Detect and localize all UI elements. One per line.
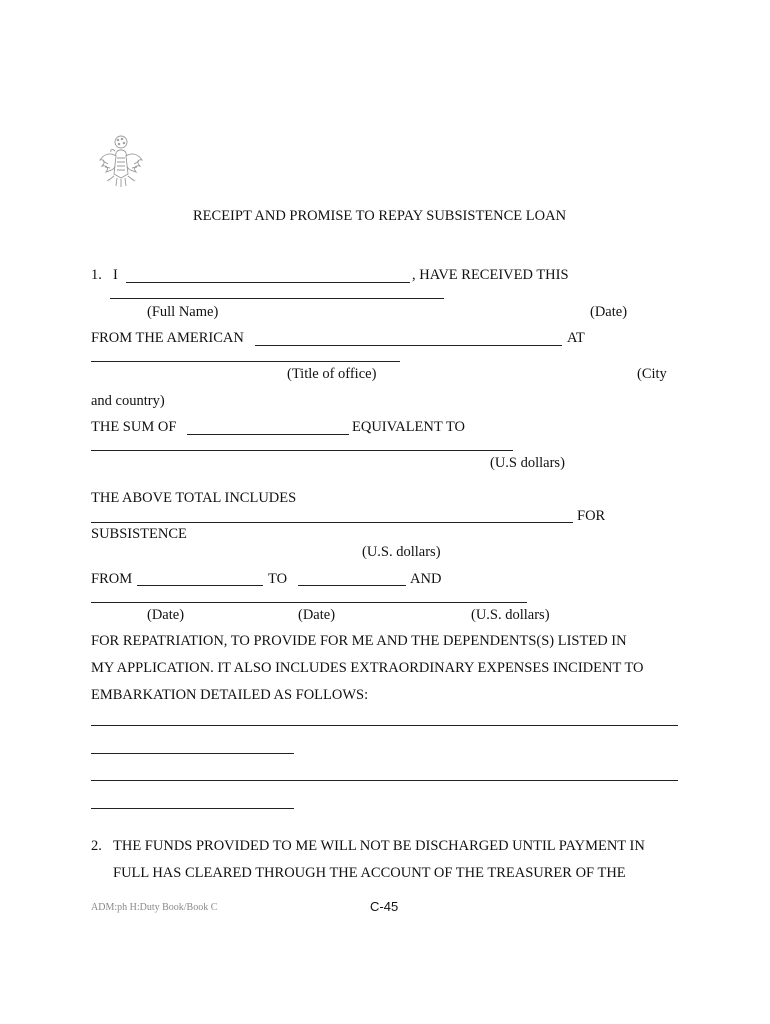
from-label: FROM: [91, 571, 133, 587]
at-label: AT: [567, 330, 585, 346]
subsistence-label: SUBSISTENCE: [91, 526, 187, 542]
title-of-office-caption: (Title of office): [287, 366, 377, 382]
us-dollars-field[interactable]: [91, 450, 513, 451]
country-caption: and country): [91, 393, 165, 409]
sum-field[interactable]: [187, 434, 349, 435]
date-field[interactable]: [110, 298, 444, 299]
section-2-line-2: FULL HAS CLEARED THROUGH THE ACCOUNT OF THE TREASURER OF THE: [113, 865, 626, 881]
us-dollars-caption: (U.S dollars): [490, 455, 565, 471]
date-caption-to: (Date): [298, 607, 336, 623]
item-number-2: 2.: [91, 838, 102, 854]
date-caption-from: (Date): [147, 607, 185, 623]
i-label: I: [113, 267, 118, 283]
sum-of-label: THE SUM OF: [91, 419, 177, 435]
expense-detail-line-2[interactable]: [91, 753, 294, 754]
expense-detail-line-1[interactable]: [91, 725, 678, 726]
equivalent-to-label: EQUIVALENT TO: [352, 419, 465, 435]
full-name-field[interactable]: [126, 282, 410, 283]
repatriation-line-2: MY APPLICATION. IT ALSO INCLUDES EXTRAORDINARY EXPENSES INCIDENT TO: [91, 660, 644, 676]
repatriation-amount-field[interactable]: [91, 602, 527, 603]
title-of-office-field[interactable]: [255, 345, 562, 346]
above-total-label: THE ABOVE TOTAL INCLUDES: [91, 490, 297, 506]
us-dollars-caption-3: (U.S. dollars): [471, 607, 550, 623]
subsistence-amount-field[interactable]: [91, 522, 573, 523]
page-number: C-45: [370, 899, 399, 914]
from-american-label: FROM THE AMERICAN: [91, 330, 244, 346]
full-name-caption: (Full Name): [147, 304, 219, 320]
footer-reference: ADM:ph H:Duty Book/Book C: [91, 902, 218, 913]
expense-detail-line-3[interactable]: [91, 780, 678, 781]
have-received-label: , HAVE RECEIVED THIS: [412, 267, 569, 283]
us-dollars-caption-2: (U.S. dollars): [362, 544, 441, 560]
to-label: TO: [268, 571, 288, 587]
for-label: FOR: [577, 508, 606, 524]
section-2-line-1: THE FUNDS PROVIDED TO ME WILL NOT BE DISCHARGED UNTIL PAYMENT IN: [113, 838, 645, 854]
city-caption: (City: [637, 366, 667, 382]
city-country-field[interactable]: [91, 361, 400, 362]
repatriation-line-1: FOR REPATRIATION, TO PROVIDE FOR ME AND THE DEPENDENTS(S) LISTED IN: [91, 633, 627, 649]
to-date-field[interactable]: [298, 585, 406, 586]
great-seal-eagle-icon: [96, 134, 146, 188]
and-label: AND: [410, 571, 442, 587]
from-date-field[interactable]: [137, 585, 263, 586]
item-number-1: 1.: [91, 267, 102, 283]
document-title: RECEIPT AND PROMISE TO REPAY SUBSISTENCE LOAN: [193, 208, 567, 224]
expense-detail-line-4[interactable]: [91, 808, 294, 809]
repatriation-line-3: EMBARKATION DETAILED AS FOLLOWS:: [91, 687, 369, 703]
date-caption: (Date): [590, 304, 628, 320]
